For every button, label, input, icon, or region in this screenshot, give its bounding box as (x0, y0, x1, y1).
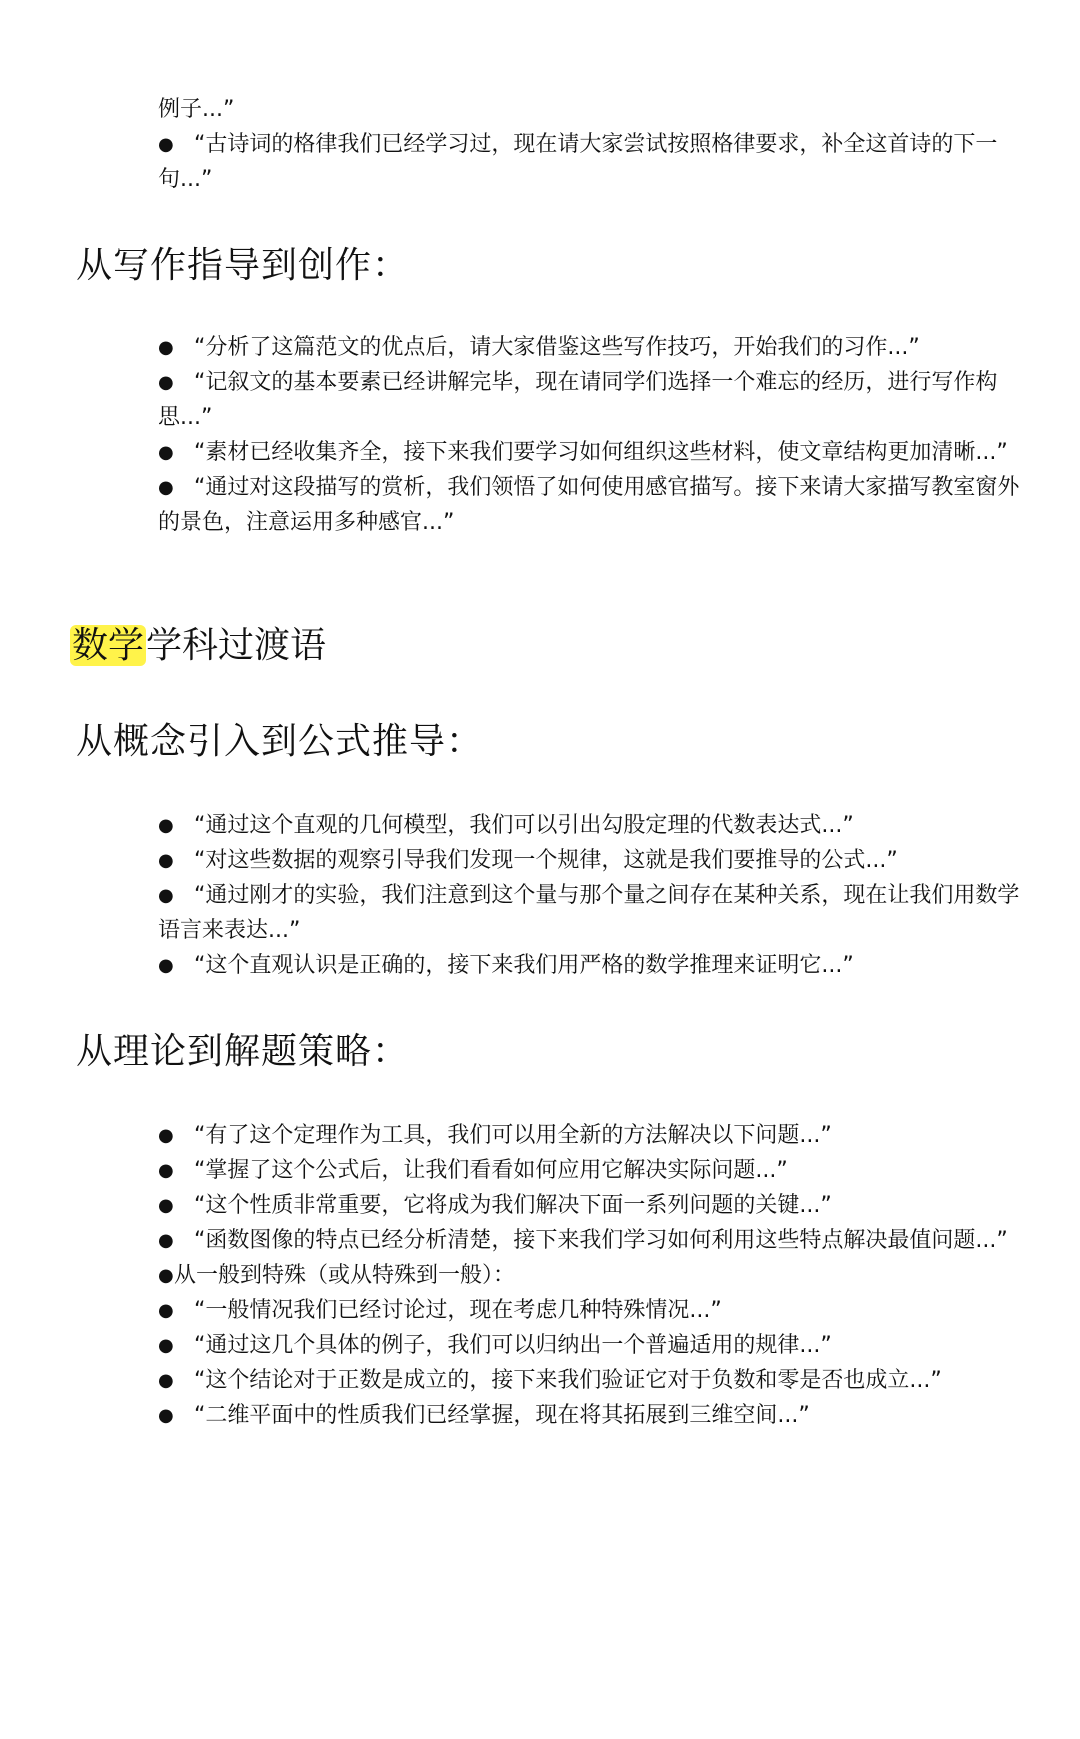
bullet-icon: ● (158, 850, 174, 871)
section-heading-strategy: 从理论到解题策略： (76, 1031, 410, 1072)
list-item: ● “这个结论对于正数是成立的，接下来我们验证它对于负数和零是否也成立...” (158, 1363, 1022, 1398)
list-item: ● “通过对这段描写的赏析，我们领悟了如何使用感官描写。接下来请大家描写教室窗外的景色，注意运用多种感官...” (158, 470, 1022, 540)
title-rest: 学科过渡语 (146, 625, 327, 666)
bullet-icon: ● (158, 885, 174, 906)
bullet-icon: ● (158, 955, 174, 976)
list-item: ● “古诗词的格律我们已经学习过，现在请大家尝试按照格律要求，补全这首诗的下一句...” (158, 127, 1022, 197)
list-item: ● “一般情况我们已经讨论过，现在考虑几种特殊情况...” (158, 1293, 1022, 1328)
list-item: ● “素材已经收集齐全，接下来我们要学习如何组织这些材料，使文章结构更加清晰...” (158, 435, 1022, 470)
bullet-icon: ● (158, 1125, 174, 1146)
bullet-icon: ● (158, 1405, 174, 1426)
bullet-icon: ● (158, 477, 174, 498)
highlighted-text: 数学 (72, 625, 145, 666)
bullet-icon: ● (158, 815, 174, 836)
section-heading-concept: 从概念引入到公式推导： (76, 721, 484, 762)
section-heading-writing: 从写作指导到创作： (76, 245, 410, 286)
list-item: ● “通过这个直观的几何模型，我们可以引出勾股定理的代数表达式...” (158, 808, 1022, 843)
bullet-icon: ● (158, 337, 174, 358)
list-item: ● “通过刚才的实验，我们注意到这个量与那个量之间存在某种关系，现在让我们用数学语言来表达...” (158, 878, 1022, 948)
concept-list (158, 808, 1022, 983)
continued-paragraph: 例子...” (158, 97, 235, 122)
intro-block (158, 92, 1022, 197)
list-item: ● “二维平面中的性质我们已经掌握，现在将其拓展到三维空间...” (158, 1398, 1022, 1433)
bullet-icon: ● (158, 1335, 174, 1356)
writing-list (158, 330, 1022, 540)
intro-list (158, 127, 1022, 197)
bullet-icon: ● (158, 1160, 174, 1181)
bullet-icon: ● (158, 1230, 174, 1251)
strategy-list (158, 1118, 1022, 1433)
list-item: ● “记叙文的基本要素已经讲解完毕，现在请同学们选择一个难忘的经历，进行写作构思...” (158, 365, 1022, 435)
list-item: ● “掌握了这个公式后，让我们看看如何应用它解决实际问题...” (158, 1153, 1022, 1188)
list-item: ● “函数图像的特点已经分析清楚，接下来我们学习如何利用这些特点解决最值问题...” (158, 1223, 1022, 1258)
list-item: ● “对这些数据的观察引导我们发现一个规律，这就是我们要推导的公式...” (158, 843, 1022, 878)
list-item: ● “分析了这篇范文的优点后，请大家借鉴这些写作技巧，开始我们的习作...” (158, 330, 1022, 365)
bullet-icon: ● (158, 1265, 174, 1286)
math-section-title (70, 624, 326, 668)
bullet-icon: ● (158, 134, 174, 155)
list-item: ● “这个直观认识是正确的，接下来我们用严格的数学推理来证明它...” (158, 948, 1022, 983)
list-item: ● “有了这个定理作为工具，我们可以用全新的方法解决以下问题...” (158, 1118, 1022, 1153)
bullet-icon: ● (158, 1370, 174, 1391)
list-item: ● “这个性质非常重要，它将成为我们解决下面一系列问题的关键...” (158, 1188, 1022, 1223)
sub-heading-item: ●从一般到特殊（或从特殊到一般）： (158, 1258, 1022, 1293)
bullet-icon: ● (158, 372, 174, 393)
list-item: ● “通过这几个具体的例子，我们可以归纳出一个普遍适用的规律...” (158, 1328, 1022, 1363)
bullet-icon: ● (158, 1300, 174, 1321)
bullet-icon: ● (158, 1195, 174, 1216)
bullet-icon: ● (158, 442, 174, 463)
